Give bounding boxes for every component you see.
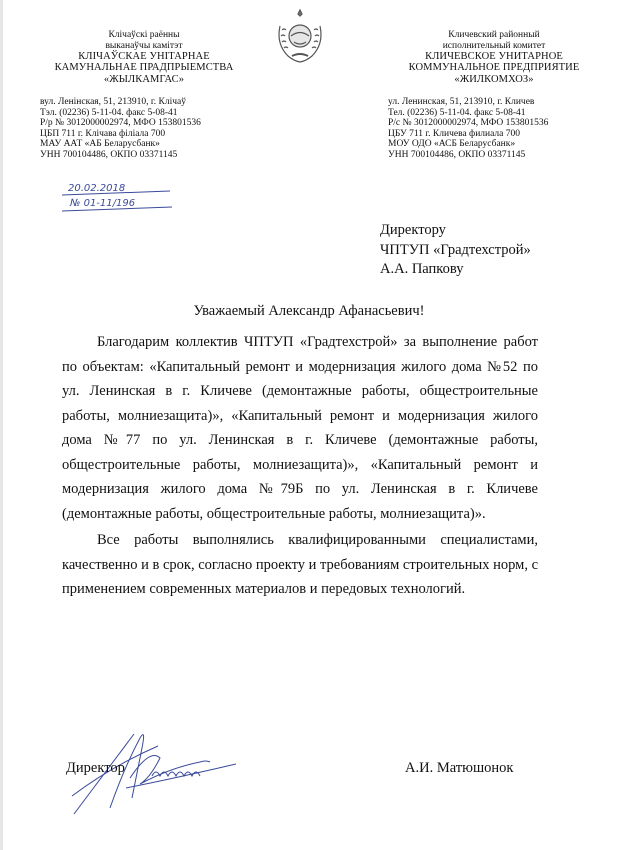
header-right-org-line: Кличевский районный: [448, 30, 540, 40]
registration-number: № 01-11/196: [70, 198, 136, 209]
header-left-details: [28, 97, 260, 161]
header-left-detail: ЦБП 711 г. Клічава філіала 700: [40, 128, 166, 139]
header-right: [378, 30, 610, 161]
header-right-detail: МОУ ОДО «АСБ Беларусбанк»: [388, 139, 516, 150]
header-left-detail: Р/р № 3012000002974, МФО 153801536: [40, 118, 201, 129]
state-emblem-icon: [270, 6, 330, 66]
header-right-detail: Тел. (02236) 5-11-04. факс 5-08-41: [388, 107, 526, 118]
scan-edge: [0, 0, 3, 850]
addressee-block: [380, 221, 531, 280]
signatory-name: А.И. Матюшонок: [405, 760, 514, 776]
header-left: [28, 30, 260, 161]
header-left-name-line: КЛІЧАЎСКАЕ УНІТАРНАЕ: [78, 51, 210, 63]
header-left-detail: УНН 700104486, ОКПО 03371145: [40, 150, 178, 161]
body-paragraph: Все работы выполнялись квалифицированными специалистами, качественно и в срок, согласно проекту и требованиям строительных норм, с применением современных материалов и передовых технологий.: [62, 532, 539, 597]
header-right-detail: ЦБУ 711 г. Кличева филиала 700: [388, 128, 520, 139]
header-left-org: [28, 30, 260, 85]
header-right-details: [378, 97, 610, 161]
header-left-name-line: «ЖЫЛКАМГАС»: [103, 73, 185, 85]
addressee-line: Директору: [380, 222, 446, 238]
registration-date: 20.02.2018: [68, 183, 126, 194]
letter-body: [62, 330, 538, 602]
header-right-org-line: исполнительный комитет: [442, 40, 546, 51]
header-right-org: [378, 30, 610, 85]
header-right-name-line: КЛИЧЕВСКОЕ УНИТАРНОЕ: [425, 51, 563, 63]
header-left-detail: МАУ ААТ «АБ Беларусбанк»: [40, 139, 160, 150]
header-right-detail: ул. Ленинская, 51, 213910, г. Кличев: [388, 97, 535, 108]
header-right-name-line: КОММУНАЛЬНОЕ ПРЕДПРИЯТИЕ: [408, 62, 580, 74]
header-left-detail: Тэл. (02236) 5-11-04. факс 5-08-41: [40, 107, 178, 118]
header-left-org-line: выканаўчы камітэт: [105, 40, 183, 51]
header-right-name-line: «ЖИЛКОМХОЗ»: [454, 73, 534, 85]
header-left-detail: вул. Ленінская, 51, 213910, г. Клічаў: [40, 97, 186, 108]
header-right-detail: Р/с № 3012000002974, МФО 153801536: [388, 118, 549, 129]
header-left-name-line: КАМУНАЛЬНАЕ ПРАДПРЫЕМСТВА: [54, 62, 234, 74]
signature-title: Директор: [66, 760, 125, 776]
header-right-detail: УНН 700104486, ОКПО 03371145: [388, 150, 526, 161]
addressee-line: А.А. Папкову: [380, 261, 464, 277]
addressee-line: ЧПТУП «Градтехстрой»: [380, 241, 531, 258]
header-left-org-line: Клічаўскі раённы: [108, 30, 180, 40]
body-paragraph: Благодарим коллектив ЧПТУП «Градтехстрой» за выполнение работ по объектам: «Капитальный ремонт и модернизация жилого дома №52 по ул. Ленинская в г. Кличеве (демонтажные работы, общестроительные работы, молниезащита)», «Капитальный ремонт и модернизация жилого дома №77 по ул. Ленинская в г. Кличеве (демонтажные работы, общестроительные работы, молниезащита)», «Капитальный ремонт и модернизация жилого дома №79Б по ул. Ленинская в г. Кличеве (демонтажные работы, общестроительные работы, молниезащита)».: [62, 334, 538, 522]
salutation: Уважаемый Александр Афанасьевич!: [193, 303, 425, 319]
registration-mark: [60, 180, 178, 216]
